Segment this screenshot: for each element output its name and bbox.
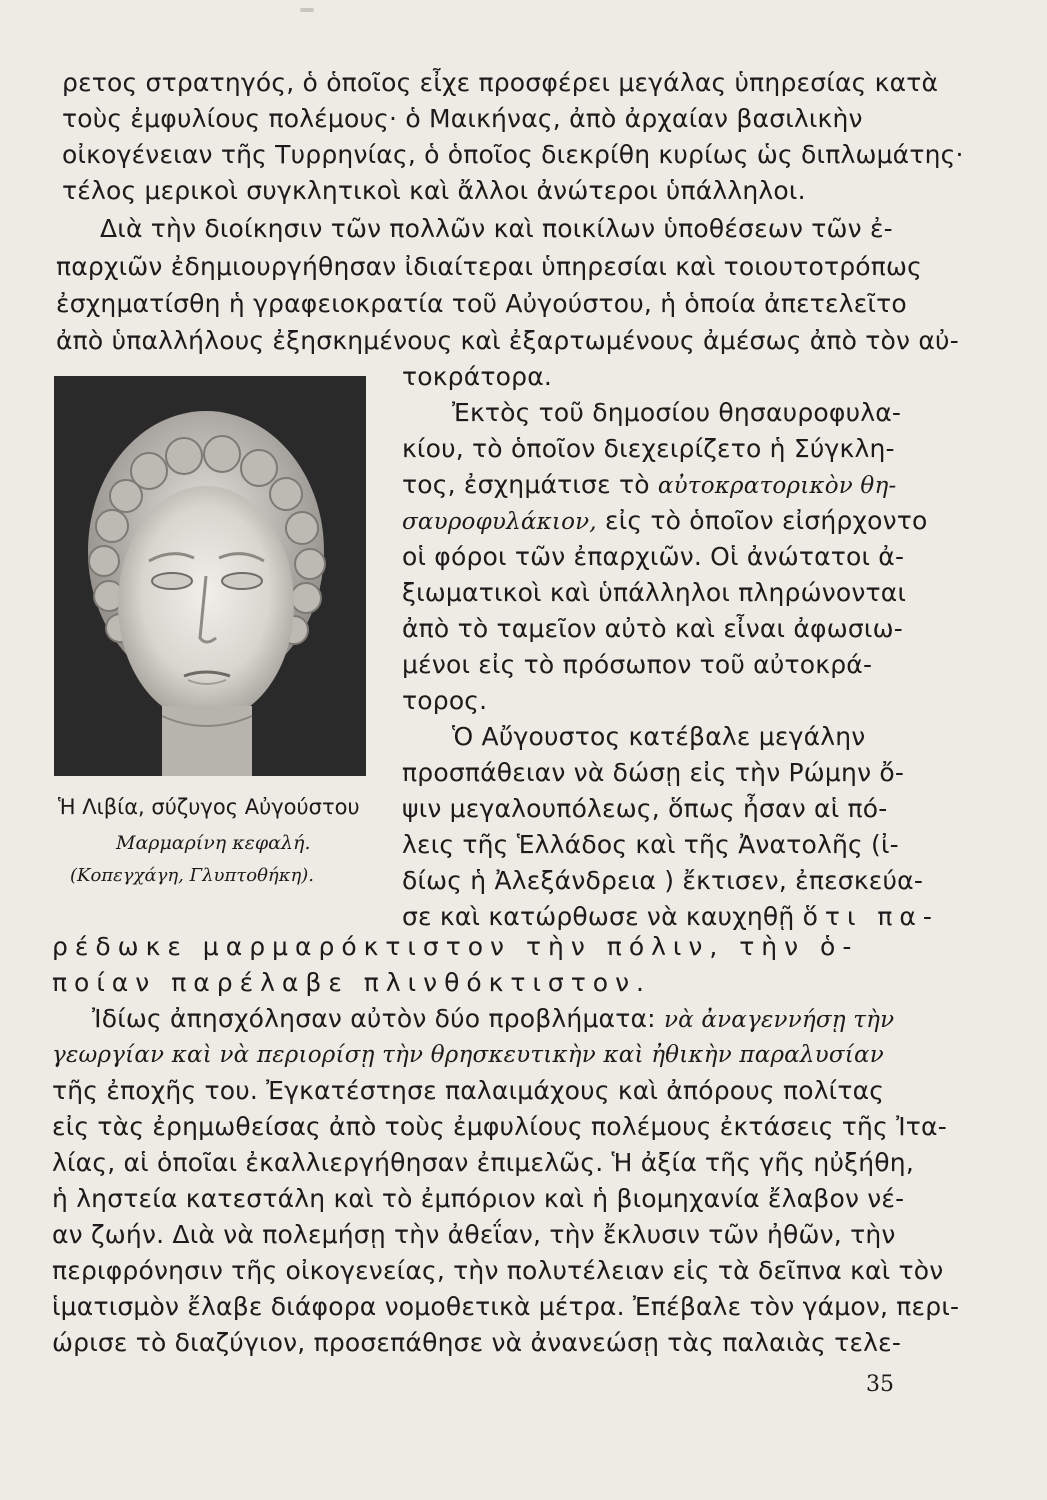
text-line: περιφρόνησιν τῆς οἰκογενείας, τὴν πολυτέλειαν εἰς τὰ δεῖπνα καὶ τὸν (52, 1256, 944, 1285)
text-line: παρχιῶν ἐδημιουργήθησαν ἰδιαίτεραι ὑπηρεσίαι καὶ τοιουτοτρόπως (56, 252, 923, 281)
text-line: ξιωματικοὶ καὶ ὑπάλληλοι πληρώνονται (402, 578, 907, 607)
emphasized-text: ὅτι πα- (802, 902, 939, 931)
page-number: 35 (866, 1372, 894, 1397)
italic-term: νὰ ἀναγεννήσῃ τὴν (663, 1007, 895, 1033)
text-segment: τος, ἐσχημάτισε τὸ (402, 470, 650, 499)
italic-line: γεωργίαν καὶ νὰ περιορίσῃ τὴν θρησκευτικὴν καὶ ἠθικὴν παραλυσίαν (52, 1042, 884, 1068)
text-line: προσπάθειαν νὰ δώσῃ εἰς τὴν Ρώμην ὄ- (402, 758, 905, 787)
photo-caption-title: Ἡ Λιβία, σύζυγος Αὐγούστου (58, 795, 360, 819)
text-line: τορος. (402, 686, 488, 715)
text-line (402, 506, 928, 537)
italic-term: αὐτοκρατορικὸν θη- (657, 473, 897, 499)
photo-caption-location: (Κοπεγχάγη, Γλυπτοθήκη). (70, 865, 315, 886)
text-segment: σε καὶ κατώρθωσε νὰ καυχηθῇ (402, 902, 795, 931)
text-line: τῆς ἐποχῆς του. Ἐγκατέστησε παλαιμάχους καὶ ἀπόρους πολίτας (52, 1076, 885, 1105)
photo-caption-material: Μαρμαρίνη κεφαλή. (116, 832, 311, 854)
text-line: λίας, αἱ ὁποῖαι ἐκαλλιεργήθησαν ἐπιμελῶς. Ἡ ἀξία τῆς γῆς ηὐξήθη, (52, 1148, 914, 1177)
text-line: ἱματισμὸν ἔλαβε διάφορα νομοθετικὰ μέτρα. Ἐπέβαλε τὸν γάμον, περι- (52, 1292, 960, 1321)
marble-head-illustration (54, 376, 366, 776)
text-line: δίως ἡ Ἀλεξάνδρεια ) ἔκτισεν, ἐπεσκεύα- (402, 866, 924, 895)
paper-speck (300, 8, 314, 12)
text-line: ἀπὸ τὸ ταμεῖον αὐτὸ καὶ εἶναι ἀφωσιω- (402, 614, 903, 643)
text-line: οἰκογένειαν τῆς Τυρρηνίας, ὁ ὁποῖος διεκρίθη κυρίως ὡς διπλωμάτης· (62, 140, 964, 169)
text-line: μένοι εἰς τὸ πρόσωπον τοῦ αὐτοκρά- (402, 650, 873, 679)
text-line: εἰς τὰς ἐρημωθείσας ἀπὸ τοὺς ἐμφυλίους πολέμους ἐκτάσεις τῆς Ἰτα- (52, 1112, 947, 1141)
text-line: κίου, τὸ ὁποῖον διεχειρίζετο ἡ Σύγκλη- (402, 434, 895, 463)
text-line: ἐσχηματίσθη ἡ γραφειοκρατία τοῦ Αὐγούστου, ἡ ὁποία ἀπετελεῖτο (56, 289, 907, 318)
text-line: ρετος στρατηγός, ὁ ὁποῖος εἶχε προσφέρει μεγάλας ὑπηρεσίας κατὰ (62, 68, 939, 97)
text-line: τοὺς ἐμφυλίους πολέμους· ὁ Μαικήνας, ἀπὸ ἀρχαίαν βασιλικὴν (62, 104, 863, 133)
text-line: ἡ ληστεία κατεστάλη καὶ τὸ ἐμπόριον καὶ ἡ βιομηχανία ἔλαβον νέ- (52, 1184, 905, 1213)
emphasized-text: ποίαν παρέλαβε πλινθόκτιστον. (52, 968, 652, 997)
text-segment: Ἰδίως ἀπησχόλησαν αὐτὸν δύο προβλήματα: (92, 1004, 656, 1033)
emphasized-text: ρέδωκε μαρμαρόκτιστον τὴν πόλιν, τὴν ὁ- (52, 932, 859, 961)
text-line: ώρισε τὸ διαζύγιον, προσεπάθησε νὰ ἀνανεώσῃ τὰς παλαιὰς τελε- (52, 1328, 902, 1357)
text-line (402, 470, 896, 501)
text-line (92, 1004, 894, 1035)
text-line: λεις τῆς Ἑλλάδος καὶ τῆς Ἀνατολῆς (ἰ- (402, 830, 899, 859)
text-line: Ἐκτὸς τοῦ δημοσίου θησαυροφυλα- (452, 398, 902, 427)
text-line: ἀπὸ ὑπαλλήλους ἐξησκημένους καὶ ἐξαρτωμένους ἀμέσως ἀπὸ τὸν αὐ- (56, 326, 959, 355)
text-line: Διὰ τὴν διοίκησιν τῶν πολλῶν καὶ ποικίλων ὑποθέσεων τῶν ἐ- (100, 214, 893, 243)
livia-marble-head-photo (54, 376, 366, 776)
text-segment: εἰς τὸ ὁποῖον εἰσήρχοντο (596, 506, 928, 535)
text-line: αν ζωήν. Διὰ νὰ πολεμήσῃ τὴν ἀθεΐαν, τὴν ἔκλυσιν τῶν ἠθῶν, τὴν (52, 1220, 896, 1249)
text-line: Ὁ Αὔγουστος κατέβαλε μεγάλην (452, 722, 866, 751)
text-line: ψιν μεγαλουπόλεως, ὅπως ἦσαν αἱ πό- (402, 794, 888, 823)
text-line: οἱ φόροι τῶν ἐπαρχιῶν. Οἱ ἀνώτατοι ἀ- (402, 542, 905, 571)
text-line: τοκράτορα. (402, 362, 553, 391)
text-line (402, 902, 939, 932)
text-line: τέλος μερικοὶ συγκλητικοὶ καὶ ἄλλοι ἀνώτεροι ὑπάλληλοι. (62, 176, 806, 205)
italic-term: σαυροφυλάκιον, (402, 509, 597, 535)
